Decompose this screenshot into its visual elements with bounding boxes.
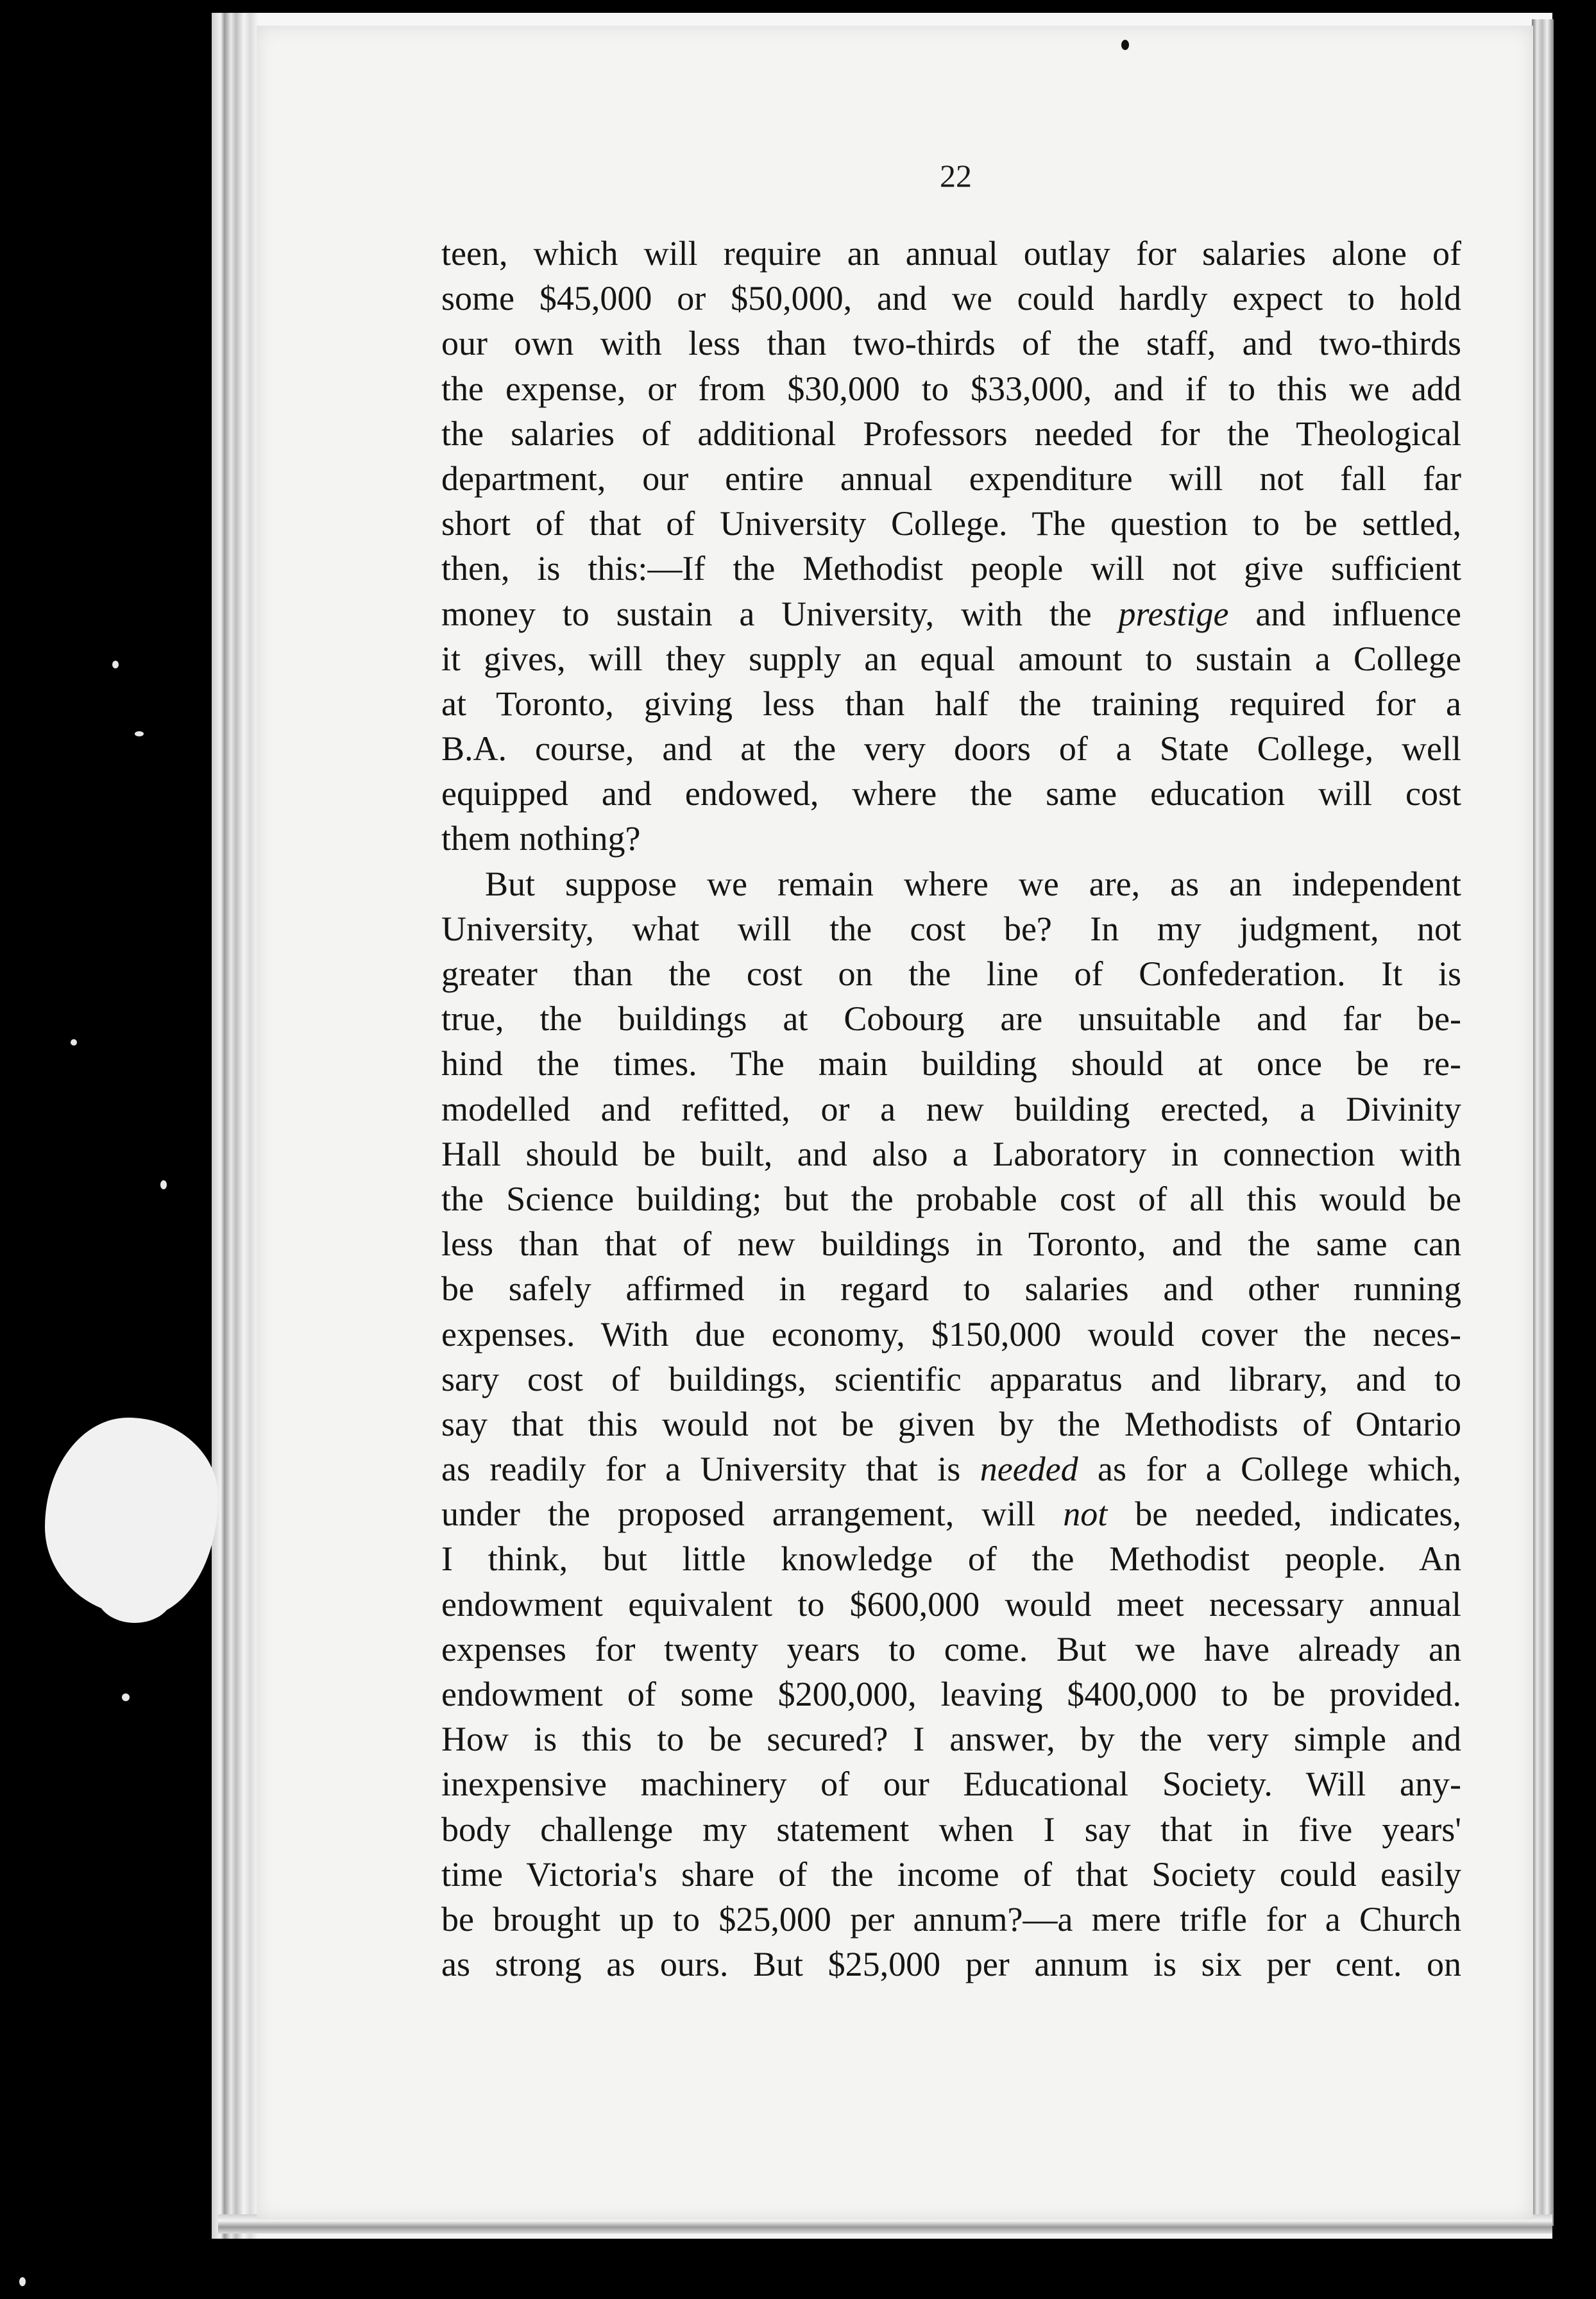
text-line: time Victoria's share of the income of that Society could easily <box>441 1854 1461 1894</box>
text-line: expenses. With due economy, $150,000 would cover the neces- <box>441 1314 1461 1353</box>
text-line: be safely affirmed in regard to salaries and other running <box>441 1269 1461 1309</box>
scan-speck <box>160 1180 167 1189</box>
text-line: less than that of new buildings in Toronto, and the same can <box>441 1225 1461 1264</box>
text-line: How is this to be secured? I answer, by the very simple and <box>441 1720 1461 1759</box>
text-line: equipped and endowed, where the same education will cost <box>441 774 1461 813</box>
text-line: the salaries of additional Professors needed for the Theological <box>441 414 1461 453</box>
text-line: as readily for a University that is needed as for a College which, <box>441 1450 1461 1489</box>
text-line: our own with less than two-thirds of the staff, and two-thirds <box>441 324 1461 363</box>
text-line: the expense, or from $30,000 to $33,000, and if to this we add <box>441 369 1461 408</box>
text-line: some $45,000 or $50,000, and we could hardly expect to hold <box>441 279 1461 318</box>
text-line: body challenge my statement when I say that in five years' <box>441 1810 1461 1849</box>
text-line: the Science building; but the probable cost of all this would be <box>441 1179 1461 1218</box>
text-line: Hall should be built, and also a Laboratory in connection with <box>441 1134 1461 1173</box>
text-line: University, what will the cost be? In my judgment, not <box>441 909 1461 948</box>
text-line: true, the buildings at Cobourg are unsuitable and far be- <box>441 999 1461 1039</box>
text-line: B.A. course, and at the very doors of a State College, well <box>441 729 1461 768</box>
text-line: them nothing? <box>441 819 641 858</box>
text-line: then, is this:—If the Methodist people will not give sufficient <box>441 549 1461 588</box>
scan-speck <box>112 661 119 668</box>
scan-speck <box>122 1693 130 1701</box>
scan-speck <box>1121 40 1129 50</box>
scan-artifact-blot <box>96 1565 173 1623</box>
scan-speck <box>135 731 144 736</box>
page-number: 22 <box>940 158 972 194</box>
text-line: expenses for twenty years to come. But we have already an <box>441 1629 1461 1668</box>
text-line: endowment of some $200,000, leaving $400,000 to be provided. <box>441 1675 1461 1713</box>
text-line: be brought up to $25,000 per annum?—a mere trifle for a Church <box>441 1899 1461 1938</box>
text-line: at Toronto, giving less than half the training required for a <box>441 684 1461 723</box>
text-line: under the proposed arrangement, will not be needed, indicates, <box>441 1495 1461 1534</box>
text-line: say that this would not be given by the Methodists of Ontario <box>441 1404 1461 1443</box>
text-line: teen, which will require an annual outlay for salaries alone of <box>441 234 1461 273</box>
text-line: greater than the cost on the line of Confederation. It is <box>441 954 1461 993</box>
text-line: modelled and refitted, or a new building erected, a Divinity <box>441 1089 1461 1128</box>
body-text <box>441 231 1461 1987</box>
scan-speck <box>71 1039 77 1046</box>
text-line: short of that of University College. The question to be settled, <box>441 504 1461 543</box>
text-line: inexpensive machinery of our Educational Society. Will any- <box>441 1765 1461 1804</box>
text-line: department, our entire annual expenditure will not fall far <box>441 459 1461 498</box>
text-line: sary cost of buildings, scientific apparatus and library, and to <box>441 1359 1461 1398</box>
scan-speck <box>19 2277 26 2286</box>
text-line: as strong as ours. But $25,000 per annum is six per cent. on <box>441 1945 1461 1984</box>
text-line: it gives, will they supply an equal amount to sustain a College <box>441 639 1461 678</box>
text-line: endowment equivalent to $600,000 would meet necessary annual <box>441 1584 1461 1624</box>
text-line: money to sustain a University, with the prestige and influence <box>441 594 1461 633</box>
text-line: hind the times. The main building should at once be re- <box>441 1044 1461 1083</box>
text-line: I think, but little knowledge of the Methodist people. An <box>441 1540 1461 1579</box>
text-line: But suppose we remain where we are, as an independent <box>485 864 1461 903</box>
right-page-edge <box>1532 19 1554 2226</box>
